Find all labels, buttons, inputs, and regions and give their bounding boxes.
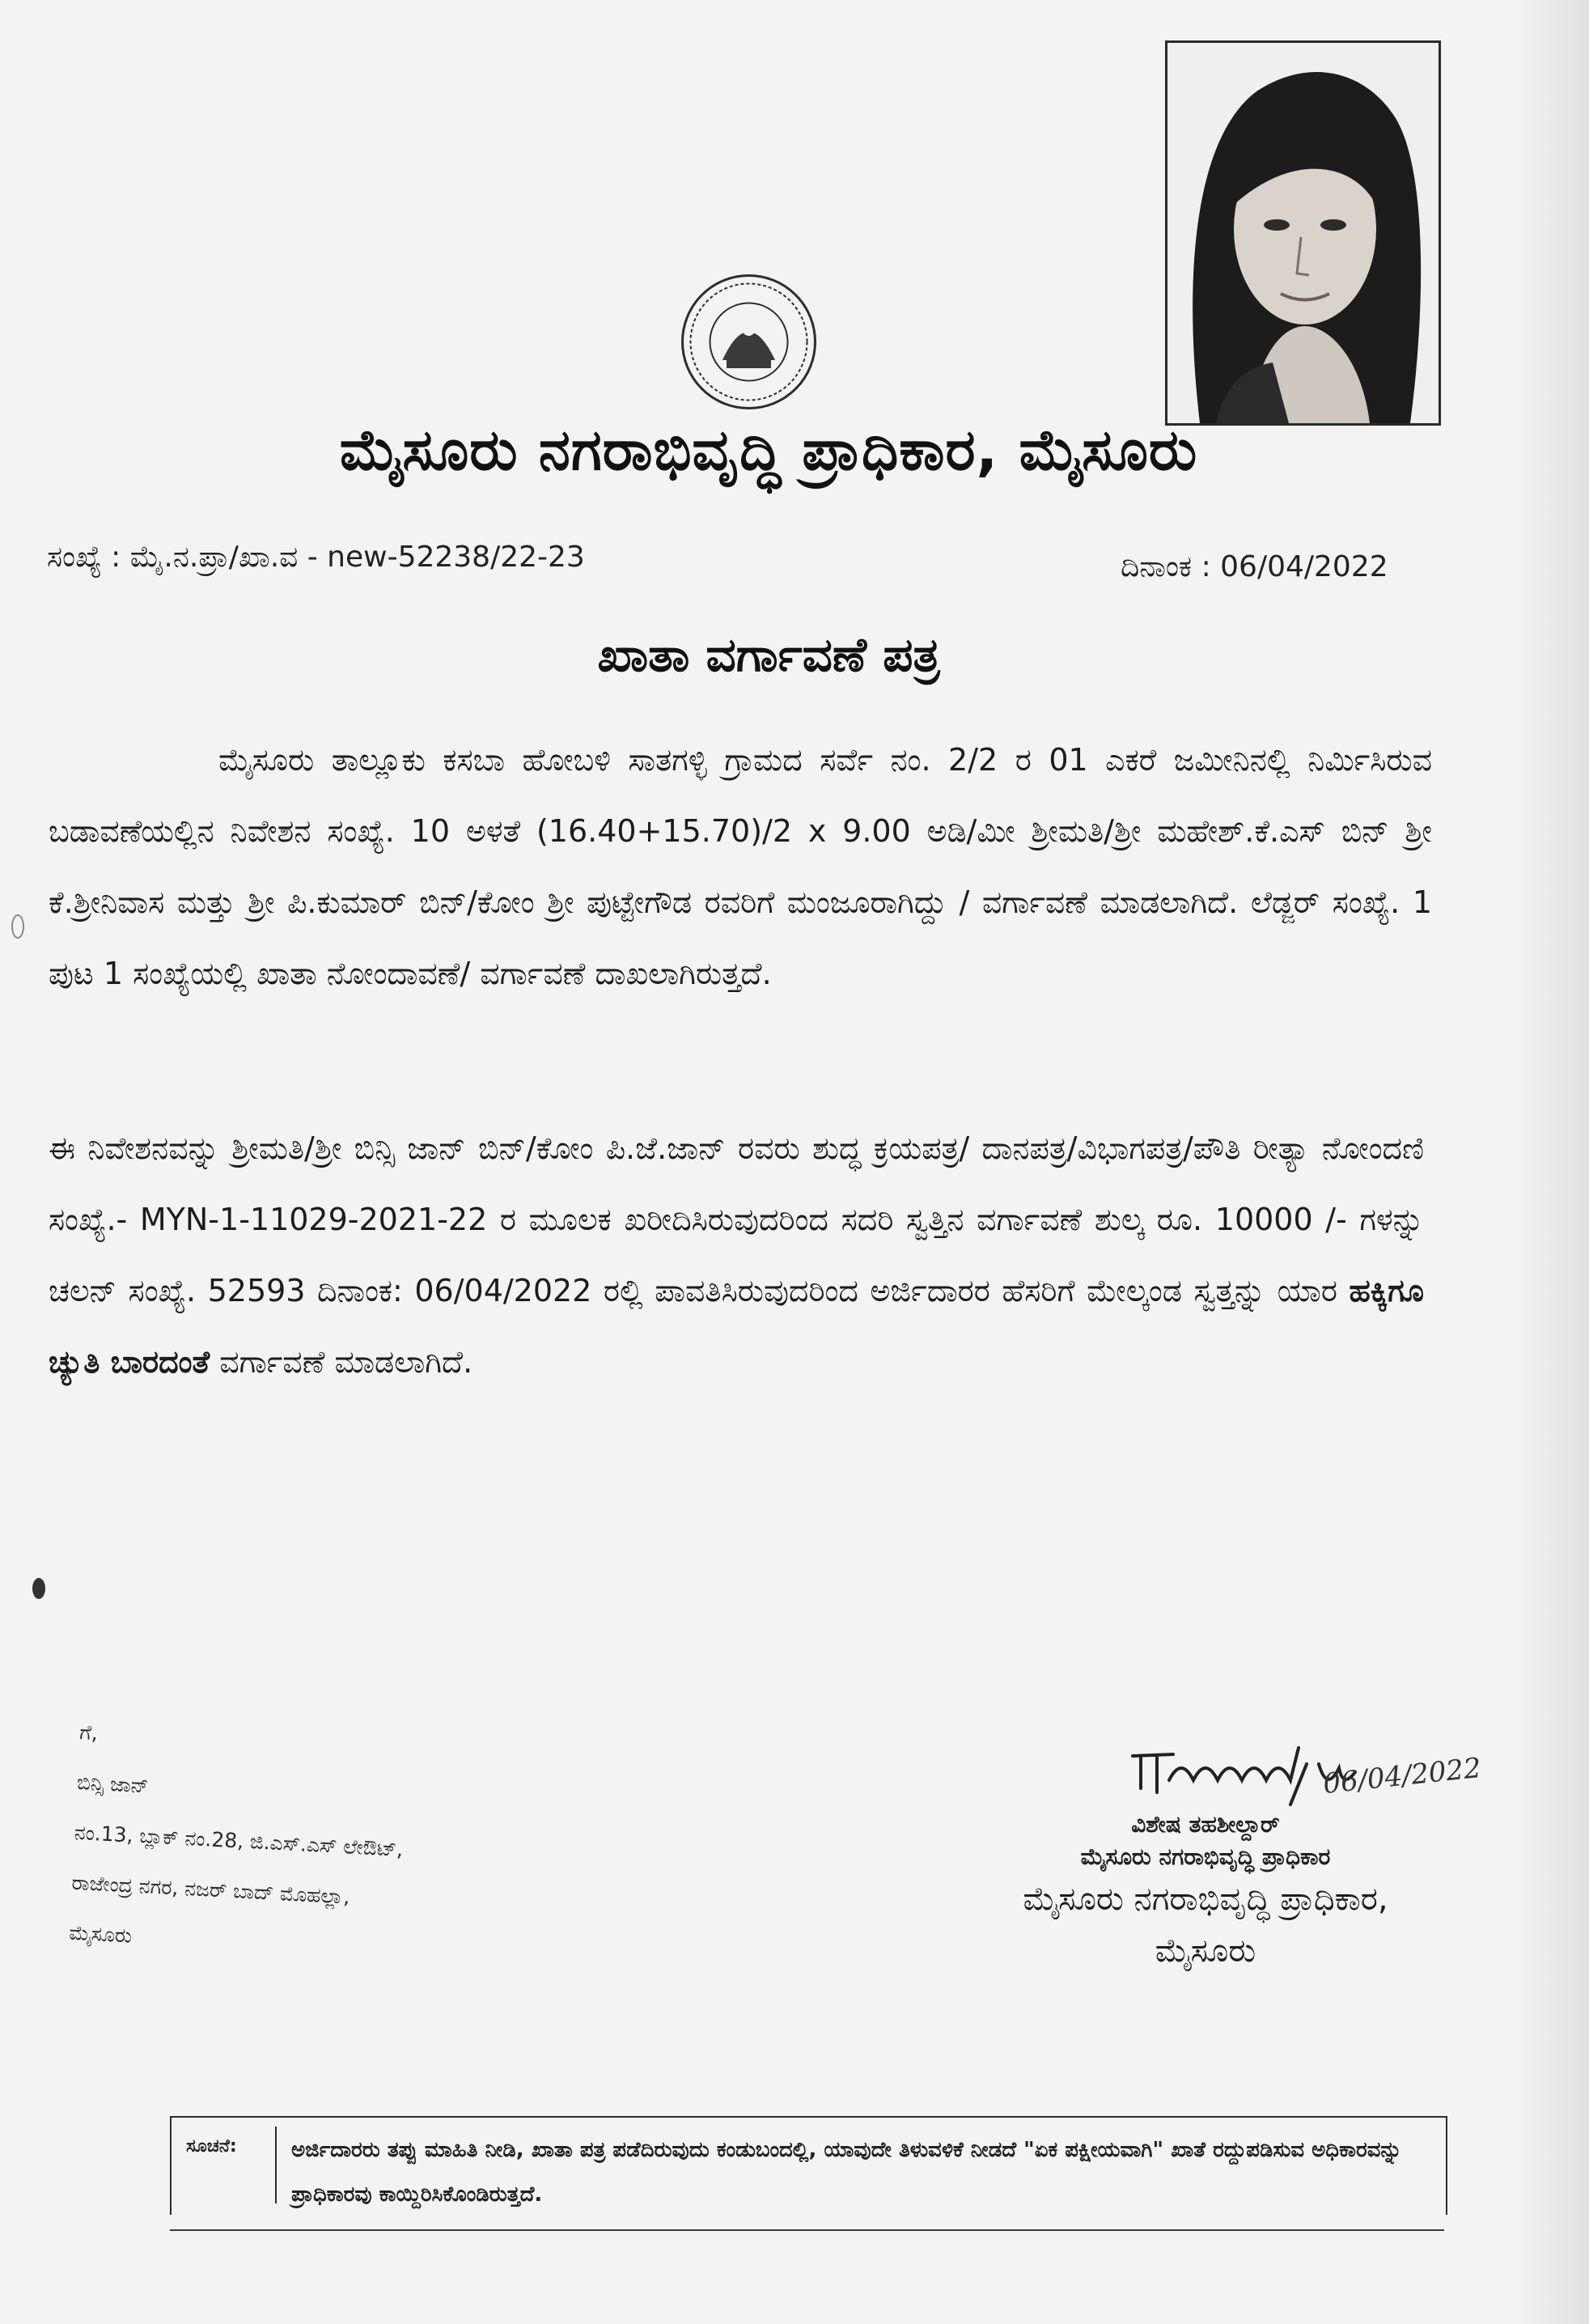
stamp-line-1: ವಿಶೇಷ ತಹಶೀಲ್ದಾರ್	[1131, 1811, 1280, 1838]
footer-note-label: ಸೂಚನೆ:	[186, 2136, 237, 2156]
officer-designation	[955, 1809, 1456, 1977]
signature-date: 06/04/2022	[1321, 1751, 1483, 1801]
authority-seal-icon	[678, 271, 820, 413]
addressee-name: ಬಿನ್ಸಿ ಜಾನ್	[76, 1770, 150, 1798]
body-paragraph-2	[49, 1113, 1424, 1397]
document-subject: ಖಾತಾ ವರ್ಗಾವಣೆ ಪತ್ರ	[597, 627, 940, 682]
footer-rule	[170, 2229, 1444, 2231]
addressee-block	[68, 1707, 533, 1982]
footer-note-divider	[275, 2127, 277, 2203]
paragraph-2-text: ಈ ನಿವೇಶನವನ್ನು ಶ್ರೀಮತಿ/ಶ್ರೀ ಬಿನ್ಸಿ ಜಾನ್ ಬಿನ್/ಕೋಂ ಪಿ.ಜೆ.ಜಾನ್ ರವರು ಶುದ್ಧ ಕ್ರಯಪತ್ರ/ ದಾನಪತ್ರ/ವಿಭಾಗಪತ್ರ/ಪೌತಿ ರೀತ್ಯಾ ನೋಂದಣಿ ಸಂಖ್ಯೆ.- MYN-1-11029-2021-22 ರ ಮೂಲಕ ಖರೀದಿಸಿರುವುದರಿಂದ ಸದರಿ ಸ್ವತ್ತಿನ ವರ್ಗಾವಣೆ ಶುಲ್ಕ ರೂ. 10000 /- ಗಳನ್ನು ಚಲನ್ ಸಂಖ್ಯೆ. 52593 ದಿನಾಂಕ: 06/04/2022 ರಲ್ಲಿ ಪಾವತಿಸಿರುವುದರಿಂದ ಅರ್ಜಿದಾರರ ಹೆಸರಿಗೆ ಮೇಲ್ಕಂಡ ಸ್ವತ್ತನ್ನು ಯಾರ	[49, 1130, 1424, 1308]
binder-hole	[11, 914, 24, 939]
reference-number: ಸಂಖ್ಯೆ : ಮೈ.ನ.ಪ್ರಾ/ಖಾ.ವ - new-52238/22-23	[47, 541, 585, 574]
page-edge-shadow	[1516, 0, 1589, 2324]
stamp-line-2: ಮೈಸೂರು ನಗರಾಭಿವೃದ್ಧಿ ಪ್ರಾಧಿಕಾರ	[1080, 1843, 1331, 1870]
applicant-photo	[1165, 40, 1441, 426]
designation-line-2: ಮೈಸೂರು	[1155, 1932, 1256, 1970]
footer-note-text: ಅರ್ಜಿದಾರರು ತಪ್ಪು ಮಾಹಿತಿ ನೀಡಿ, ಖಾತಾ ಪತ್ರ ಪಡೆದಿರುವುದು ಕಂಡುಬಂದಲ್ಲಿ, ಯಾವುದೇ ತಿಳುವಳಿಕೆ ನೀಡದೆ "ಏಕ ಪಕ್ಷೀಯವಾಗಿ" ಖಾತೆ ರದ್ದುಪಡಿಸುವ ಅಧಿಕಾರವನ್ನು ಪ್ರಾಧಿಕಾರವು ಕಾಯ್ದಿರಿಸಿಕೊಂಡಿರುತ್ತದೆ.	[291, 2138, 1402, 2207]
designation-line-1: ಮೈಸೂರು ನಗರಾಭಿವೃದ್ಧಿ ಪ್ರಾಧಿಕಾರ,	[1023, 1881, 1388, 1918]
body-paragraph-1: ಮೈಸೂರು ತಾಲ್ಲೂಕು ಕಸಬಾ ಹೋಬಳಿ ಸಾತಗಳ್ಳಿ ಗ್ರಾಮದ ಸರ್ವೆ ನಂ. 2/2 ರ 01 ಎಕರೆ ಜಮೀನಿನಲ್ಲಿ ನಿರ್ಮಿಸಿರುವ ಬಡಾವಣೆಯಲ್ಲಿನ ನಿವೇಶನ ಸಂಖ್ಯೆ. 10 ಅಳತೆ (16.40+15.70)/2 x 9.00 ಅಡಿ/ಮೀ ಶ್ರೀಮತಿ/ಶ್ರೀ ಮಹೇಶ್.ಕೆ.ಎಸ್ ಬಿನ್ ಶ್ರೀ ಕೆ.ಶ್ರೀನಿವಾಸ ಮತ್ತು ಶ್ರೀ ಪಿ.ಕುಮಾರ್ ಬಿನ್/ಕೋಂ ಶ್ರೀ ಪುಟ್ಟೇಗೌಡ ರವರಿಗೆ ಮಂಜೂರಾಗಿದ್ದು / ವರ್ಗಾವಣೆ ಮಾಡಲಾಗಿದೆ. ಲೆಡ್ಜರ್ ಸಂಖ್ಯೆ. 1 ಪುಟ 1 ಸಂಖ್ಯೆಯಲ್ಲಿ ಖಾತಾ ನೋಂದಾವಣೆ/ ವರ್ಗಾವಣೆ ದಾಖಲಾಗಿರುತ್ತದೆ.	[49, 742, 1432, 991]
paragraph-2-bold-text: ಹಕ್ಕಿಗೂ ಚ್ಯುತಿ ಬಾರದಂತೆ	[49, 1273, 1424, 1380]
paragraph-2-end-text: ವರ್ಗಾವಣೆ ಮಾಡಲಾಗಿದೆ.	[210, 1344, 473, 1380]
addressee-line-1: ನಂ.13, ಬ್ಲಾಕ್ ನಂ.28, ಜಿ.ಎಸ್.ಎಸ್ ಲೇಔಟ್,	[74, 1820, 404, 1862]
addressee-line-3: ಮೈಸೂರು	[68, 1920, 133, 1948]
document-date: ದಿನಾಂಕ : 06/04/2022	[1121, 550, 1388, 583]
addressee-line-2: ರಾಜೇಂದ್ರ ನಗರ, ನಜರ್ ಬಾದ್ ಮೊಹಲ್ಲಾ,	[70, 1870, 351, 1909]
page-title: ಮೈಸೂರು ನಗರಾಭಿವೃದ್ಧಿ ಪ್ರಾಧಿಕಾರ, ಮೈಸೂರು	[339, 417, 1198, 483]
ink-smudge	[32, 1578, 45, 1599]
addressee-to: ಗೆ,	[78, 1720, 99, 1745]
